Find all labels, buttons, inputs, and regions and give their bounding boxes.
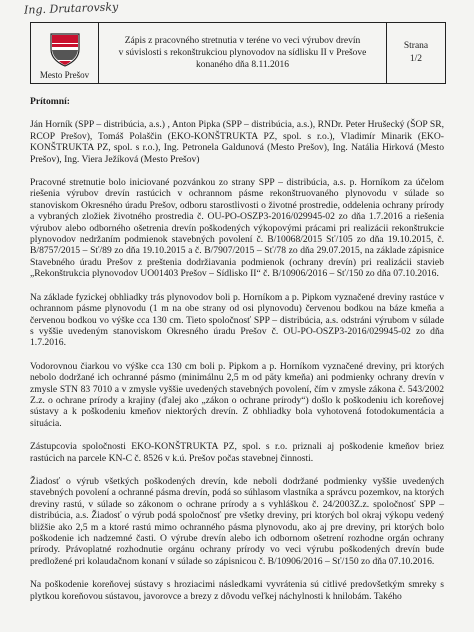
attendees-list: Ján Horník (SPP – distribúcia, a.s.) , Anton Pipka (SPP – distribúcia, a.s.), RNDr. Peter Hrušecký (ŠOP SR, RCOP Prešov), Tomáš Polaščin (EKO-KONŠTRUKTA PZ, spol. s r.o.), Vladimír Minarik (EKO-KONŠTRUKTA PZ, spol. s r.o.), Ing. Petronela Galdunová (Mesto Prešov), Ing. Natália Hirková (Mesto Prešov), Ing. Viera Ježíková (Mesto Prešov) <box>30 119 444 165</box>
document-body <box>30 96 444 602</box>
page-number: 1/2 <box>409 54 423 64</box>
paragraph: Na základe fyzickej obhliadky trás plynovodov boli p. Horníkom a p. Pipkom vyznačené dreviny rastúce v ochrannom pásme plynovodu (1 m na obe strany od osi plynovodu) červenou bodkou na báze kmeňa a červenou bodkou vo výške cca 130 cm. Tieto spoločnosť SPP – distribúcia, a.s. odstráni výrubom v súlade s vyššie uvedeným stanoviskom Okresného úradu Prešov č. OU-PO-OSZP3-2016/029945-02 zo dňa 1.7.2016. <box>30 291 444 349</box>
logo-cell <box>31 23 99 83</box>
paragraph: Pracovné stretnutie bolo iniciované pozvánkou zo strany SPP – distribúcia, a.s. p. Horníkom za účelom riešenia výrubov drevín rastúcich v ochrannom pásme rekonštruovaného plynovodu v súlade so stanoviskom Okresného úradu Prešov, odboru starostlivosti o životné prostredie, oddelenia ochrany prírody a vybraných zložiek životného prostredia č. OU-PO-OSZP3-2016/029945-02 zo dňa 1.7.2016 a riešenia výrubov alebo odborného ošetrenia drevín poškodených výkopovými prácami pri realizácii rekonštrukcie plynovodov nedržaním podmienok stavebných povolení č. B/10068/2015 Sť/105 zo dňa 19.10.2015, č. B/8757/2015 – Sť/89 zo dňa 19.10.2015 a č. B/7907/2015 – Sť/78 zo dňa 29.07.2015, na základe zápisnice Stavebného úradu Prešov z preštenia dodržiavania podmienok (ochrany drevín) pri realizácii stavieb „Rekonštrukcia plynovodov UO01403 Prešov – Sídlisko II“ č. B/10906/2016 – Sť/150 zo dňa 07.10.2016. <box>30 177 444 280</box>
paragraph: Vodorovnou čiarkou vo výške cca 130 cm boli p. Pipkom a p. Horníkom vyznačené dreviny, pri ktorých nebolo dodržané ich ochranné pásmo (minimálnu 2,5 m od päty kmeňa) ani podmienky ochrany drevín v zmysle STN 83 7010 a v zmysle vyššie uvedených stavebných povolení, čím v zmysle zákona č. 543/2002 Z.z. o ochrane prírody a krajiny (ďalej ako „zákon o ochrane prírody“) došlo k poškodeniu ich koreňovej sústavy a k poškodeniu kmeňov niektorých drevín. Z obhliadky bola vyhotovená fotodokumentácia a situácia. <box>30 360 444 429</box>
page-number-cell <box>387 23 445 83</box>
document-header <box>30 22 446 84</box>
paragraph: Na poškodenie koreňovej sústavy s hroziacimi následkami vyvrátenia sú citlivé predovšetkým smreky s plytkou koreňovou sústavou, javorovce a brezy z dôvodu veľkej náchylnosti k hnilobám. Takého <box>30 579 444 602</box>
paragraph: Žiadosť o výrub všetkých poškodených drevín, kde neboli dodržané podmienky vyššie uvedených stavebných povolení a ochranné pásma drevín, podá so súhlasom vlastníka a správcu pozemkov, na ktorých dreviny rastú, v súlade so zákonom o ochrane prírody a s vyhláškou č. 24/2003Z.z. spoločnosť SPP – distribúcia, a.s. Žiadosť o výrub podá spoločnosť pre všetky dreviny, pri ktorých bol okraj výkopu vedený bližšie ako 2,5 m a ktoré rastú mimo ochranného pásma plynovodu, ako aj pre dreviny, pri ktorých bolo poškodenie ich nadzemné časti. O výrube drevín alebo ich odbornom ošetrení rozhodne orgán ochrany prírody. Právoplatné rozhodnutie orgánu ochrany prírody vo veci výrubu poškodených drevín bude predložené pri kolaudačnom konaní v súlade so zápisnicou č. B/10906/2016 – Sť/150 zo dňa 07.10.2016. <box>30 475 444 567</box>
paragraph: Zástupcovia spoločnosti EKO-KONŠTRUKTA PZ, spol. s r.o. priznali aj poškodenie kmeňov briez rastúcich na parcele KN-C č. 8526 v k.ú. Prešov počas stavebnej činnosti. <box>30 441 444 464</box>
title-line: Zápis z pracovného stretnutia v teréne vo veci výrubov drevín <box>124 36 361 46</box>
handwritten-note: Ing. Drutarovsky <box>23 0 119 17</box>
page-label: Strana <box>403 41 429 51</box>
attendees-heading: Prítomní: <box>30 96 70 107</box>
logo-label: Mesto Prešov <box>39 70 90 80</box>
title-line: v súvislosti s rekonštrukciou plynovodov na sídlisku II v Prešove <box>118 48 367 58</box>
city-coat-of-arms-icon <box>50 33 80 67</box>
document-title <box>99 23 387 83</box>
title-line: konaného dňa 8.11.2016 <box>195 60 290 70</box>
